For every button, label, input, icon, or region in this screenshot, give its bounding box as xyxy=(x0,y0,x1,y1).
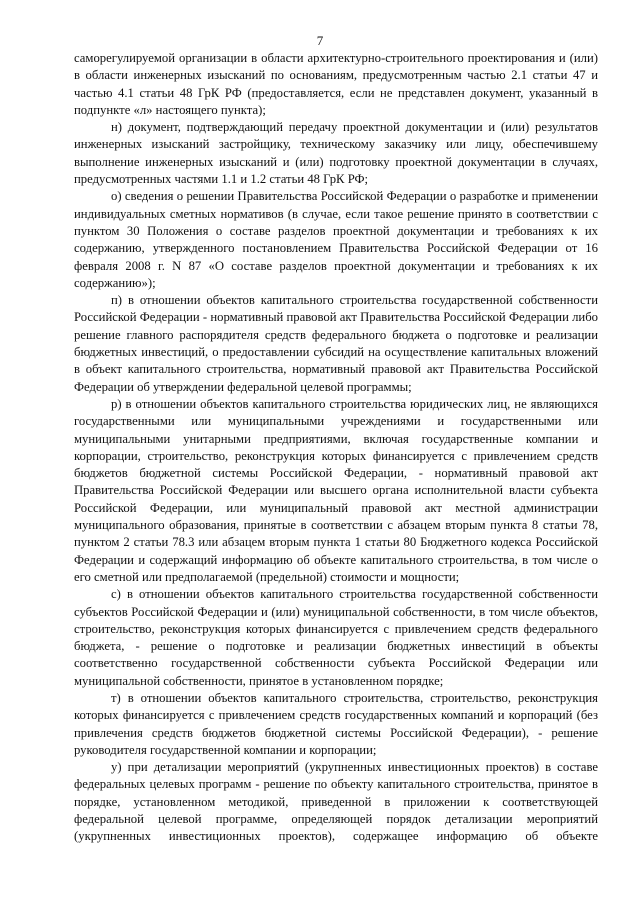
page-number: 7 xyxy=(316,33,324,48)
paragraph-s: с) в отношении объектов капитального строительства государственной собственности субъектов Российской Федерации и (или) муниципальной собственности, в том числе объектов, строительство, реконструкция которых финансируется с привлечением средств федерального бюджета, - решение о подготовке и реализации бюджетных инвестиций в объекты соответственно государственной собственности субъекта Российской Федерации или муниципальной собственности, принятое в установленном порядке; xyxy=(74,587,598,688)
document-body xyxy=(74,50,598,846)
paragraph-p: п) в отношении объектов капитального строительства государственной собственности Российской Федерации - нормативный правовой акт Правительства Российской Федерации либо решение главного распорядителя средств федерального бюджета о подготовке и реализации бюджетных инвестиций, о предоставлении субсидий на осуществление капитальных вложений в объект капитального строительства, нормативный правовой акт Правительства Российской Федерации об утверждении федеральной целевой программы; xyxy=(74,293,598,394)
paragraph-continuation: саморегулируемой организации в области архитектурно-строительного проектирования и (или) в области инженерных изысканий по основаниям, предусмотренным частью 2.1 статьи 47 и частью 4.1 статьи 48 ГрК РФ (предоставляется, если не представлен документ, указанный в подпункте «л» настоящего пункта); xyxy=(74,51,598,117)
paragraph-n: н) документ, подтверждающий передачу проектной документации и (или) результатов инженерных изысканий застройщику, техническому заказчику или лицу, обеспечившему выполнение инженерных изысканий и (или) подготовку проектной документации в случаях, предусмотренных частями 1.1 и 1.2 статьи 48 ГрК РФ; xyxy=(74,120,598,187)
paragraph-o: о) сведения о решении Правительства Российской Федерации о разработке и применении индивидуальных сметных нормативов (в случае, если такое решение принято в соответствии с пунктом 30 Положения о составе разделов проектной документации и требованиях к их содержанию, утвержденного постановлением Правительства Российской Федерации от 16 февраля 2008 г. N 87 «О составе разделов проектной документации и требованиях к их содержанию»); xyxy=(74,189,598,290)
paragraph-r: р) в отношении объектов капитального строительства юридических лиц, не являющихся государственными или муниципальными учреждениями и государственными или муниципальными унитарными предприятиями, включая государственные компании и корпорации, строительство, реконструкция которых финансируется с привлечением средств бюджетов бюджетной системы Российской Федерации, - нормативный правовой акт Правительства Российской Федерации или высшего органа исполнительной власти субъекта Российской Федерации, или муниципальный правовой акт местной администрации муниципального образования, принятые в соответствии с абзацем вторым пункта 8 статьи 78, пунктом 2 статьи 78.3 или абзацем вторым пункта 1 статьи 80 Бюджетного кодекса Российской Федерации и содержащий информацию об объекте капитального строительства, в том числе о его сметной или предполагаемой (предельной) стоимости и мощности; xyxy=(74,396,598,584)
paragraph-u: у) при детализации мероприятий (укрупненных инвестиционных проектов) в составе федеральных целевых программ - решение по объекту капитального строительства, принятое в порядке, установленном методикой, приведенной в приложении к соответствующей федеральной целевой программе, определяющей порядок детализации мероприятий (укрупненных инвестиционных проектов), содержащее информацию об объекте xyxy=(74,760,598,844)
paragraph-t: т) в отношении объектов капитального строительства, строительство, реконструкция которых финансируется с привлечением средств государственных компаний и корпораций (без привлечения средств бюджетов бюджетной системы Российской Федерации), - решение руководителя государственной компании и корпорации; xyxy=(74,690,598,757)
